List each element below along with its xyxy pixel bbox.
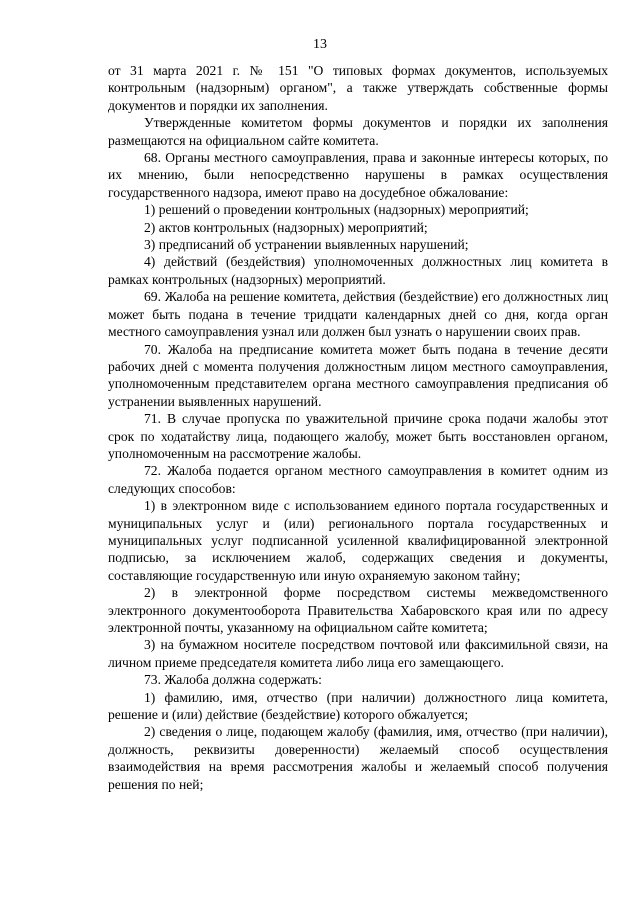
list-item-68-1: 1) решений о проведении контрольных (надзорных) мероприятий; xyxy=(144,202,529,218)
page-number: 13 xyxy=(313,37,327,52)
list-item-72-3: 3) на бумажном носителе посредством почтовой или факсимильной связи, на личном приеме председателя комитета либо лица его замещающего. xyxy=(108,637,608,670)
paragraph-73: 73. Жалоба должна содержать: xyxy=(144,672,322,688)
paragraph-71: 71. В случае пропуска по уважительной причине срока подачи жалобы этот срок по ходатайству лица, подающего жалобу, может быть восстановлен органом, уполномоченным на рассмотрение жалобы. xyxy=(108,411,608,461)
paragraph-continuation: от 31 марта 2021 г. № 151 "О типовых формах документов, используемых контрольным (надзорным) органом", а также утверждать собственные формы документов и порядки их заполнения. xyxy=(108,63,608,113)
document-body xyxy=(108,62,608,793)
list-item-72-2: 2) в электронной форме посредством системы межведомственного электронного документооборота Правительства Хабаровского края или по адресу электронной почты, указанному на официальном сайте комитета; xyxy=(108,585,608,635)
list-item-68-2: 2) актов контрольных (надзорных) мероприятий; xyxy=(144,219,428,235)
paragraph-69: 69. Жалоба на решение комитета, действия (бездействие) его должностных лиц может быть подана в течение тридцати календарных дней со дня, когда орган местного самоуправления узнал или должен был узнать о нарушении своих прав. xyxy=(108,289,608,340)
paragraph-forms-published: Утвержденные комитетом формы документов и порядки их заполнения размещаются на официальном сайте комитета. xyxy=(108,115,608,148)
paragraph-68: 68. Органы местного самоуправления, права и законные интересы которых, по их мнению, были непосредственно нарушены в рамках осуществления государственного надзора, имеют право на досудебное обжалование: xyxy=(108,150,608,200)
list-item-68-4: 4) действий (бездействия) уполномоченных должностных лиц комитета в рамках контрольных (надзорных) мероприятий. xyxy=(108,254,608,287)
paragraph-72: 72. Жалоба подается органом местного самоуправления в комитет одним из следующих способов: xyxy=(108,463,608,496)
list-item-72-1: 1) в электронном виде с использованием единого портала государственных и муниципальных услуг и (или) регионального портала государственных и муниципальных услуг подписанной усиленной квалифицированной электронной подписью, за исключением жалоб, содержащих сведения и документы, составляющие государственную или иную охраняемую законом тайну; xyxy=(108,498,608,583)
list-item-73-2: 2) сведения о лице, подающем жалобу (фамилия, имя, отчество (при наличии), должность, реквизиты доверенности) желаемый способ осуществления взаимодействия на время рассмотрения жалобы и желаемый способ получения решения по ней; xyxy=(108,724,608,792)
paragraph-70: 70. Жалоба на предписание комитета может быть подана в течение десяти рабочих дней с момента получения должностным лицом местного самоуправления, уполномоченным представителем органа местного самоуправления предписания об устранении выявленных нарушений. xyxy=(108,341,608,409)
list-item-68-3: 3) предписаний об устранении выявленных нарушений; xyxy=(144,237,469,253)
list-item-73-1: 1) фамилию, имя, отчество (при наличии) должностного лица комитета, решение и (или) действие (бездействие) которого обжалуется; xyxy=(108,689,608,723)
